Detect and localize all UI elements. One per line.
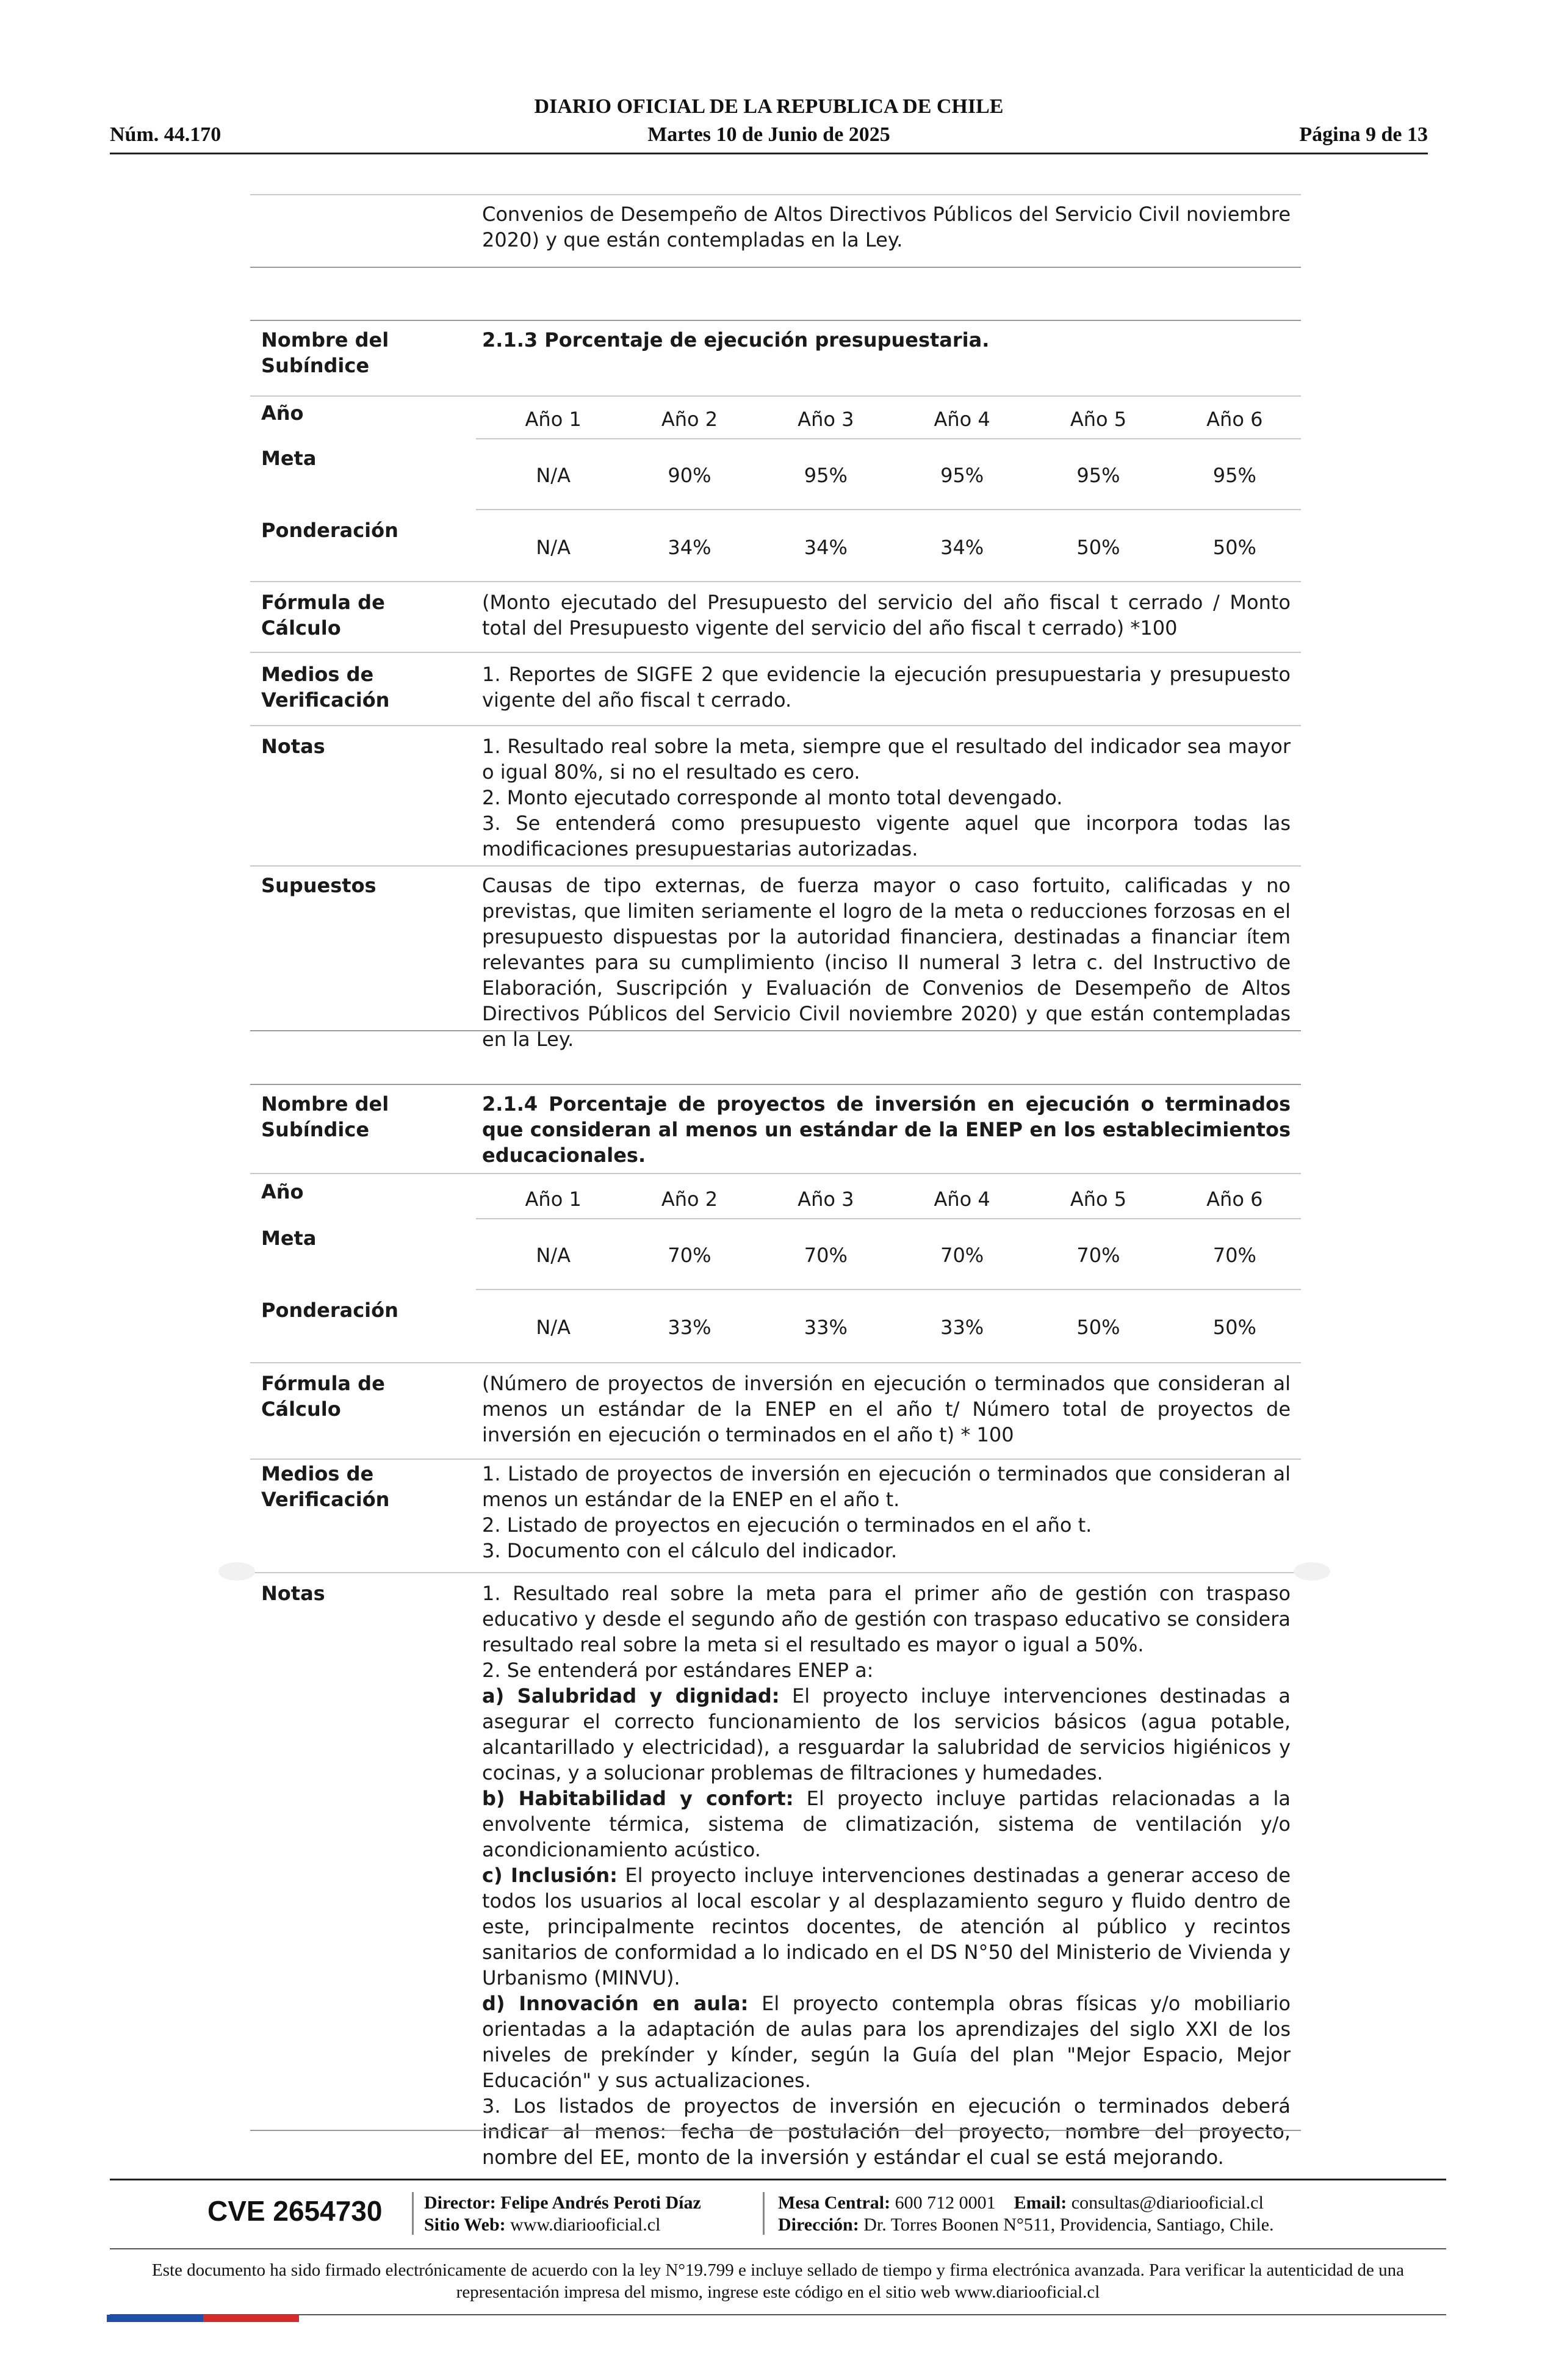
year-cell: Año 5 (1070, 1188, 1127, 1211)
table-border (476, 438, 1301, 439)
year-cell: Año 5 (1070, 408, 1127, 431)
nota-item: 3. Se entenderá como presupuesto vigente aquel que incorpora todas las modificaciones presupuestarias autorizadas. (482, 812, 1291, 860)
meta-cell: 95% (804, 464, 848, 487)
table-border (250, 1030, 1301, 1031)
issue-number: Núm. 44.170 (110, 123, 222, 146)
year-cell: Año 2 (661, 1188, 718, 1211)
table-border (250, 194, 1301, 195)
meta-cell: 95% (940, 464, 984, 487)
meta-cell: 90% (668, 464, 711, 487)
nota-item: 2. Monto ejecutado corresponde al monto total devengado. (482, 786, 1063, 809)
standard-text: El proyecto incluye partidas relacionadas a la envolvente térmica, sistema de climatización, sistema de ventilación y/o acondicionamiento acústico. (482, 1787, 1291, 1861)
standard-label: d) Innovación en aula: (482, 1992, 749, 2015)
standard-text: El proyecto contempla obras físicas y/o mobiliario orientadas a la adaptación de aulas para los aprendizajes del siglo XXI de los niveles de prekínder y kínder, según la Guía del plan "Mejor Espacio, Mejor Educación" y sus actualizaciones. (482, 1992, 1291, 2092)
year-cell: Año 3 (798, 1188, 854, 1211)
ponderacion-cell: 50% (1076, 536, 1120, 559)
meta-cell: N/A (536, 464, 571, 487)
meta-cell: 70% (804, 1244, 848, 1267)
ponderacion-cell: N/A (536, 1316, 571, 1339)
footer-divider (110, 2314, 1446, 2315)
supuestos-text: Causas de tipo externas, de fuerza mayor o caso fortuito, calificadas y no previstas, que limiten seriamente el logro de la meta o reducciones forzosas en el presupuesto dispuestas por la autoridad financiera, destinadas a financiar ítem relevantes para su cumplimiento (inciso II numeral 3 letra c. del Instructivo de Elaboración, Suscripción y Evaluación de Convenios de Desempeño de Altos Directivos Públicos del Servicio Civil noviembre 2020) y que están contempladas en la Ley. (482, 874, 1291, 1051)
medio-item: 2. Listado de proyectos en ejecución o terminados en el año t. (482, 1513, 1092, 1537)
footer-separator (412, 2192, 414, 2235)
year-cell: Año 1 (525, 1188, 582, 1211)
meta-cell: N/A (536, 1244, 571, 1267)
table-border (250, 581, 1301, 582)
standard-text: El proyecto incluye intervenciones destinadas a asegurar el correcto funcionamiento de los servicios básicos (agua potable, alcantarillado y electricidad), a resguardar la salubridad de servicios higiénicos y cocinas, y a solucionar problemas de filtraciones y humedades. (482, 1684, 1291, 1784)
ponderacion-cell: N/A (536, 536, 571, 559)
medio-item: 3. Documento con el cálculo del indicador. (482, 1539, 898, 1562)
table-border (250, 2130, 1301, 2131)
name-label: Nombre del Subíndice (261, 328, 389, 377)
table-border (250, 725, 1301, 726)
formula-text: (Número de proyectos de inversión en ejecución o terminados que consideran al menos un estándar de la ENEP en el año t/ Número total de proyectos de inversión en ejecución o terminados en el año t) * 100 (482, 1372, 1291, 1446)
name-label: Nombre del Subíndice (261, 1092, 389, 1141)
year-cell: Año 6 (1206, 1188, 1263, 1211)
cve-code: CVE 2654730 (207, 2195, 383, 2227)
standard-label: c) Inclusión: (482, 1864, 618, 1887)
footer-divider (110, 2179, 1446, 2180)
meta-cell: 95% (1212, 464, 1256, 487)
year-row (485, 1186, 1303, 1212)
flag-segment (203, 2315, 251, 2322)
ponderacion-row (485, 1314, 1303, 1340)
medio-item: 1. Listado de proyectos de inversión en ejecución o terminados que consideran al menos un estándar de la ENEP en el año t. (482, 1462, 1291, 1511)
page-header (110, 92, 1428, 155)
year-cell: Año 1 (525, 408, 582, 431)
table-border (250, 395, 1301, 397)
formula-label: Fórmula de Cálculo (261, 1372, 385, 1421)
notas-label: Notas (261, 1582, 325, 1605)
website-link[interactable]: www.diariooficial.cl (510, 2215, 661, 2235)
year-label: Año (261, 402, 304, 425)
continuation-text: Convenios de Desempeño de Altos Directivos Públicos del Servicio Civil noviembre 2020) y que están contempladas en la Ley. (482, 203, 1291, 251)
medios-text: 1. Reportes de SIGFE 2 que evidencie la ejecución presupuestaria y presupuesto vigente del año fiscal t cerrado. (482, 663, 1291, 712)
year-cell: Año 2 (661, 408, 718, 431)
notas-block (482, 1581, 1291, 2170)
table-border (250, 267, 1301, 268)
ponderacion-row (485, 535, 1303, 560)
director-label: Director: (424, 2193, 496, 2213)
year-cell: Año 6 (1206, 408, 1263, 431)
medios-label: Medios de Verificación (261, 1462, 390, 1511)
mesa-phone: 600 712 0001 (895, 2193, 996, 2213)
ponderacion-label: Ponderación (261, 1299, 398, 1322)
director-line (424, 2192, 701, 2214)
enep-standard-a (482, 1683, 1291, 1786)
director-name: Felipe Andrés Peroti Díaz (500, 2193, 701, 2213)
enep-standard-c (482, 1863, 1291, 1991)
table-border (250, 865, 1301, 867)
watermark-smudge (218, 1562, 255, 1581)
nota-item: 1. Resultado real sobre la meta, siempre que el resultado del indicador sea mayor o igual 80%, si no el resultado es cero. (482, 735, 1291, 784)
table-border (250, 1572, 1301, 1573)
address-label: Dirección: (778, 2215, 859, 2235)
ponderacion-cell: 33% (804, 1316, 848, 1339)
authenticity-note: Este documento ha sido firmado electrónicamente de acuerdo con la ley N°19.799 e incluye sellado de tiempo y firma electrónica avanzada. Para verificar la autenticidad de una representación impresa del mismo, ingrese este código en el sitio web www.diariooficial.cl (151, 2260, 1404, 2302)
chile-flag-bar (107, 2315, 299, 2322)
nota-item: 2. Se entenderá por estándares ENEP a: (482, 1659, 874, 1682)
enep-standard-d (482, 1991, 1291, 2093)
footer-separator (763, 2192, 765, 2235)
meta-cell: 70% (668, 1244, 711, 1267)
mesa-line (778, 2192, 1264, 2214)
mesa-label: Mesa Central: (778, 2193, 891, 2213)
ponderacion-cell: 34% (940, 536, 984, 559)
medios-label: Medios de Verificación (261, 663, 390, 712)
standard-label: a) Salubridad y dignidad: (482, 1684, 780, 1707)
subindex-title: 2.1.4 Porcentaje de proyectos de inversión en ejecución o terminados que consideran al menos un estándar de la ENEP en los establecimientos educacionales. (482, 1092, 1291, 1167)
table-border (250, 320, 1301, 321)
table-border (476, 509, 1301, 510)
year-cell: Año 4 (934, 408, 990, 431)
watermark-smudge (1294, 1562, 1330, 1581)
table-border (250, 1362, 1301, 1363)
meta-row (485, 1242, 1303, 1268)
year-row (485, 406, 1303, 432)
table-border (250, 1173, 1301, 1174)
table-border (476, 1289, 1301, 1290)
formula-text: (Monto ejecutado del Presupuesto del servicio del año fiscal t cerrado / Monto total del Presupuesto vigente del servicio del año fiscal t cerrado) *100 (482, 591, 1291, 640)
issue-date: Martes 10 de Junio de 2025 (647, 123, 890, 146)
table-border (250, 652, 1301, 653)
page-number: Página 9 de 13 (1299, 123, 1428, 146)
table-border (250, 1084, 1301, 1085)
website-line (424, 2214, 660, 2236)
medios-block (482, 1461, 1291, 1563)
table-border (250, 1459, 1301, 1460)
nota-item: 3. Los listados de proyectos de inversión en ejecución o terminados deberá indicar al menos: fecha de postulación del proyecto, nombre del proyecto, nombre del EE, monto de la inversión y estándar el cual se está mejorando. (482, 2094, 1291, 2169)
meta-cell: 70% (940, 1244, 984, 1267)
meta-label: Meta (261, 447, 317, 470)
ponderacion-cell: 33% (668, 1316, 711, 1339)
address-text: Dr. Torres Boonen N°511, Providencia, Santiago, Chile. (863, 2215, 1274, 2235)
meta-label: Meta (261, 1227, 317, 1250)
standard-text: El proyecto incluye intervenciones destinadas a generar acceso de todos los usuarios al local escolar y al desplazamiento seguro y fluido dentro de este, principalmente recintos docentes, de atención al público y recintos sanitarios de conformidad a lo indicado en el DS N°50 del Ministerio de Vivienda y Urbanismo (MINVU). (482, 1864, 1291, 1989)
meta-cell: 70% (1212, 1244, 1256, 1267)
address-line (778, 2214, 1274, 2236)
subindex-title: 2.1.3 Porcentaje de ejecución presupuestaria. (482, 328, 990, 352)
website-label: Sitio Web: (424, 2215, 506, 2235)
meta-cell: 95% (1076, 464, 1120, 487)
nota-item: 1. Resultado real sobre la meta para el primer año de gestión con traspaso educativo y desde el segundo año de gestión con traspaso educativo se considera resultado real sobre la meta si el resultado es mayor o igual a 50%. (482, 1582, 1291, 1656)
notas-label: Notas (261, 735, 325, 758)
page-footer (110, 2179, 1446, 2325)
flag-segment (251, 2315, 299, 2322)
ponderacion-cell: 50% (1212, 536, 1256, 559)
notas-block (482, 734, 1291, 862)
ponderacion-cell: 34% (668, 536, 711, 559)
newspaper-title: DIARIO OFICIAL DE LA REPUBLICA DE CHILE (534, 95, 1004, 118)
ponderacion-cell: 33% (940, 1316, 984, 1339)
year-cell: Año 3 (798, 408, 854, 431)
email-link[interactable]: consultas@diariooficial.cl (1071, 2193, 1264, 2213)
flag-segment (107, 2315, 155, 2322)
email-label: Email: (1014, 2193, 1067, 2213)
year-label: Año (261, 1180, 304, 1203)
ponderacion-cell: 34% (804, 536, 848, 559)
standard-label: b) Habitabilidad y confort: (482, 1787, 794, 1810)
meta-row (485, 463, 1303, 488)
enep-standard-b (482, 1786, 1291, 1863)
table-border (476, 1218, 1301, 1219)
header-divider (110, 153, 1428, 154)
footer-divider (110, 2248, 1446, 2249)
supuestos-label: Supuestos (261, 874, 376, 897)
ponderacion-cell: 50% (1212, 1316, 1256, 1339)
year-cell: Año 4 (934, 1188, 990, 1211)
ponderacion-cell: 50% (1076, 1316, 1120, 1339)
meta-cell: 70% (1076, 1244, 1120, 1267)
ponderacion-label: Ponderación (261, 519, 398, 542)
flag-segment (155, 2315, 203, 2322)
formula-label: Fórmula de Cálculo (261, 591, 385, 640)
